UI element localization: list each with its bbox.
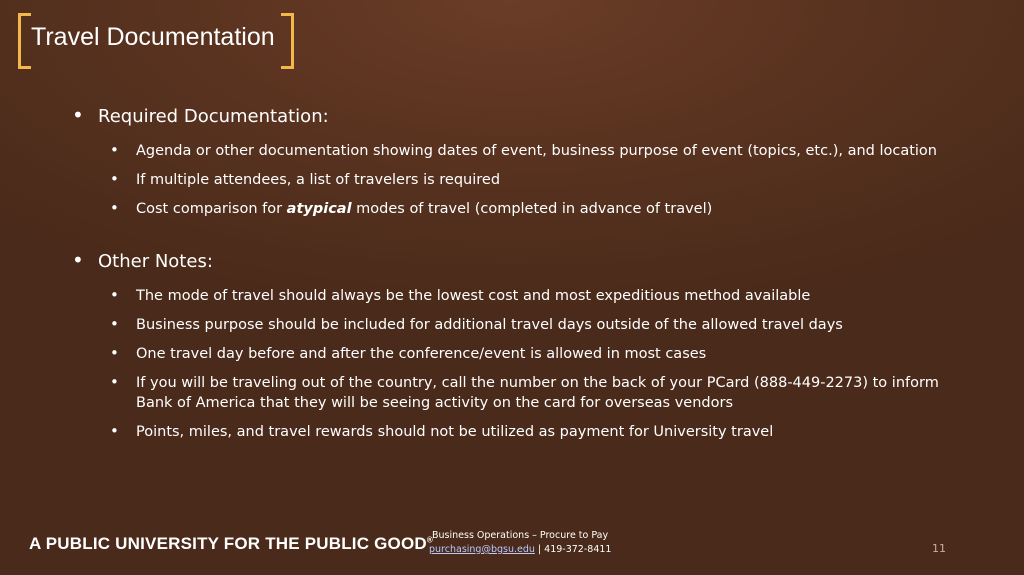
bullet-cost-comparison <box>70 199 970 219</box>
section-heading-required: • Required Documentation: <box>70 104 970 130</box>
bullet-lowest-cost: • The mode of travel should always be the lowest cost and most expeditious method available <box>70 286 970 306</box>
bullet-cost-text-before: Cost comparison for <box>136 201 287 217</box>
university-tagline <box>29 534 433 554</box>
bullet-cost-text-after: modes of travel (completed in advance of travel) <box>351 201 713 217</box>
bullet-travel-day: • One travel day before and after the conference/event is allowed in most cases <box>70 344 970 364</box>
page-number: 11 <box>932 542 946 555</box>
emphasis-atypical: atypical <box>286 201 352 217</box>
slide-title: Travel Documentation <box>31 23 275 51</box>
phone-number: 419-372-8411 <box>544 544 612 555</box>
contact-line <box>429 543 611 557</box>
bullet-rewards: • Points, miles, and travel rewards should not be utilized as payment for University travel <box>70 422 970 442</box>
slide-content <box>70 104 970 442</box>
registered-mark: ® <box>426 535 433 545</box>
section-heading-other-notes: • Other Notes: <box>70 249 970 275</box>
email-link[interactable]: purchasing@bgsu.edu <box>429 544 535 555</box>
tagline-text: A PUBLIC UNIVERSITY FOR THE PUBLIC GOOD <box>29 534 427 553</box>
left-bracket-icon <box>18 13 31 69</box>
right-bracket-icon <box>281 13 294 69</box>
bullet-business-purpose: • Business purpose should be included for additional travel days outside of the allowed travel days <box>70 315 970 335</box>
slide-title-frame <box>18 13 294 65</box>
department-name: Business Operations – Procure to Pay <box>432 530 609 541</box>
bullet-agenda: • Agenda or other documentation showing dates of event, business purpose of event (topics, etc.), and location <box>70 141 970 161</box>
footer-contact <box>426 529 612 557</box>
contact-separator: | <box>534 544 545 555</box>
bullet-out-of-country: • If you will be traveling out of the country, call the number on the back of your PCard (888-449-2273) to inform Bank of America that they will be seeing activity on the card for overseas vendors <box>70 373 970 413</box>
bullet-attendees: • If multiple attendees, a list of travelers is required <box>70 170 970 190</box>
